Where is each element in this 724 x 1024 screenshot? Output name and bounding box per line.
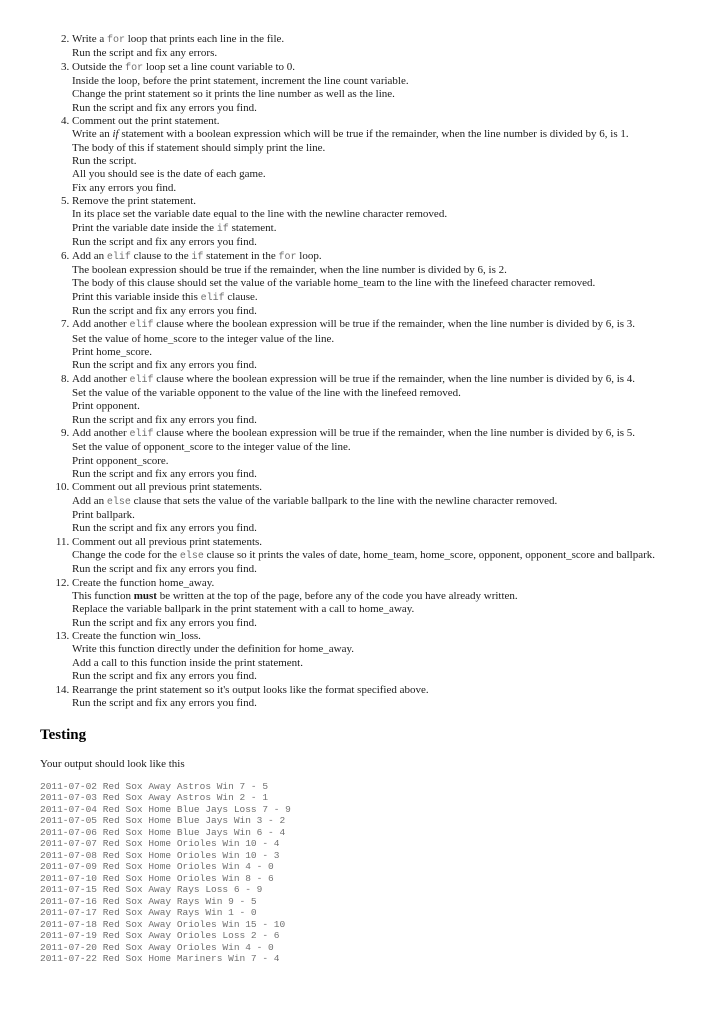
inline-code: elif — [129, 374, 154, 386]
text-run: clause to the — [130, 249, 192, 262]
text-run: Outside the — [72, 60, 126, 73]
text-run: Add an — [72, 249, 107, 262]
text-run: Print this variable inside this — [72, 290, 201, 303]
text-run: clause where the boolean expression will be true if the remainder, when the line number is divided by 6, is 5. — [153, 426, 636, 439]
text-run: Run the script and fix any errors you find. — [72, 563, 257, 576]
step-line — [72, 427, 708, 441]
text-run: Print opponent. — [72, 400, 140, 413]
text-run: Run the script and fix any errors you find. — [72, 101, 257, 114]
sample-output — [40, 781, 708, 965]
step-line — [72, 61, 708, 75]
output-line: 2011-07-08 Red Sox Home Orioles Win 10 - 3 — [40, 849, 280, 861]
step-line — [72, 318, 708, 332]
step-line — [72, 670, 708, 683]
step-line — [72, 208, 708, 221]
step-line — [72, 400, 708, 413]
output-line: 2011-07-20 Red Sox Away Orioles Win 4 - 0 — [40, 941, 274, 953]
inline-code: elif — [106, 251, 131, 263]
step-line — [72, 33, 708, 47]
step-line — [72, 346, 708, 359]
output-line: 2011-07-15 Red Sox Away Rays Loss 6 - 9 — [40, 884, 263, 896]
output-line: 2011-07-06 Red Sox Home Blue Jays Win 6 - 4 — [40, 826, 286, 838]
step-item — [72, 481, 708, 535]
step-item — [72, 115, 708, 195]
text-run: Write this function directly under the definition for home_away. — [72, 643, 355, 656]
text-run: Comment out all previous print statements. — [72, 481, 263, 494]
text-run: The boolean expression should be true if the remainder, when the line number is divided by 6, is 2. — [72, 263, 507, 276]
step-item — [72, 318, 708, 372]
text-run: Write a — [72, 33, 107, 45]
text-run: Comment out the print statement. — [72, 115, 220, 128]
output-line: 2011-07-04 Red Sox Home Blue Jays Loss 7 - 9 — [40, 803, 291, 815]
text-run: statement. — [228, 221, 277, 234]
step-line — [72, 115, 708, 128]
text-run: Run the script and fix any errors you find. — [72, 522, 257, 535]
step-line — [72, 495, 708, 509]
step-line — [72, 455, 708, 468]
text-run: Rearrange the print statement so it's output looks like the format specified above. — [72, 683, 429, 696]
step-item — [72, 61, 708, 115]
text-run: clause. — [224, 290, 258, 303]
step-item — [72, 33, 708, 61]
step-item — [72, 427, 708, 481]
text-run: Run the script. — [72, 155, 137, 168]
inline-code: else — [179, 551, 204, 563]
text-run: Add another — [72, 372, 130, 385]
text-run: Write an — [72, 128, 113, 141]
output-line: 2011-07-10 Red Sox Home Orioles Win 8 - 6 — [40, 872, 274, 884]
text-run: clause so it prints the vales of date, home_team, home_score, opponent, opponent_score and ballpark. — [203, 549, 656, 562]
text-run: clause that sets the value of the variable ballpark to the line with the newline character removed. — [130, 494, 558, 507]
step-item — [72, 195, 708, 249]
step-item — [72, 684, 708, 711]
step-line — [72, 590, 708, 603]
inline-code: if — [191, 251, 204, 263]
step-line — [72, 643, 708, 656]
step-line — [72, 88, 708, 101]
text-run: Set the value of home_score to the integer value of the line. — [72, 332, 335, 345]
step-line — [72, 563, 708, 576]
inline-code: for — [125, 62, 144, 74]
text-run: Print ballpark. — [72, 509, 135, 522]
step-line — [72, 155, 708, 168]
text-run: Run the script and fix any errors you find. — [72, 413, 257, 426]
step-line — [72, 277, 708, 290]
step-line — [72, 182, 708, 195]
testing-intro: Your output should look like this — [40, 758, 185, 771]
inline-code: elif — [129, 428, 154, 440]
text-run: Create the function win_loss. — [72, 630, 201, 643]
step-line — [72, 387, 708, 400]
step-line — [72, 102, 708, 115]
text-run: Create the function home_away. — [72, 576, 215, 589]
text-run: Add another — [72, 426, 130, 439]
step-line — [72, 549, 708, 563]
step-line — [72, 75, 708, 88]
step-line — [72, 47, 708, 60]
output-line: 2011-07-22 Red Sox Home Mariners Win 7 - 4 — [40, 953, 280, 965]
step-line — [72, 684, 708, 697]
step-line — [72, 250, 708, 264]
step-line — [72, 373, 708, 387]
output-line: 2011-07-05 Red Sox Home Blue Jays Win 3 - 2 — [40, 815, 286, 827]
step-line — [72, 536, 708, 549]
output-line: 2011-07-09 Red Sox Home Orioles Win 4 - 0 — [40, 861, 274, 873]
bold-text: must — [133, 590, 157, 603]
text-run: loop set a line count variable to 0. — [143, 60, 296, 73]
text-run: Run the script and fix any errors you find. — [72, 670, 257, 683]
text-run: statement with a boolean expression which will be true if the remainder, when the line number is divided by 6, is 1. — [118, 128, 629, 141]
inline-code: elif — [200, 292, 225, 304]
inline-code: for — [106, 35, 125, 46]
step-line — [72, 468, 708, 481]
testing-heading: Testing — [40, 727, 87, 744]
inline-code: else — [106, 496, 131, 508]
text-run: clause where the boolean expression will be true if the remainder, when the line number is divided by 6, is 4. — [153, 372, 636, 385]
text-run: loop. — [296, 249, 322, 262]
step-line — [72, 630, 708, 643]
text-run: All you should see is the date of each game. — [72, 168, 266, 181]
output-line: 2011-07-17 Red Sox Away Rays Win 1 - 0 — [40, 907, 257, 919]
text-run: Add a call to this function inside the print statement. — [72, 656, 303, 669]
step-line — [72, 603, 708, 616]
text-run: Print home_score. — [72, 345, 153, 358]
inline-code: elif — [129, 320, 154, 332]
step-line — [72, 128, 708, 141]
step-line — [72, 333, 708, 346]
step-item — [72, 577, 708, 630]
step-line — [72, 236, 708, 249]
step-line — [72, 264, 708, 277]
text-run: The body of this if statement should simply print the line. — [72, 141, 326, 154]
text-run: Replace the variable ballpark in the print statement with a call to home_away. — [72, 603, 415, 616]
text-run: loop that prints each line in the file. — [125, 33, 285, 45]
inline-code: if — [216, 223, 229, 235]
step-line — [72, 142, 708, 155]
text-run: Change the code for the — [72, 549, 180, 562]
text-run: Run the script and fix any errors you find. — [72, 236, 257, 249]
text-run: Remove the print statement. — [72, 195, 197, 208]
italic-text: if — [112, 128, 119, 141]
text-run: Inside the loop, before the print statement, increment the line count variable. — [72, 75, 409, 88]
text-run: Run the script and fix any errors you find. — [72, 696, 257, 709]
step-line — [72, 168, 708, 181]
text-run: clause where the boolean expression will be true if the remainder, when the line number is divided by 6, is 3. — [153, 318, 636, 331]
step-line — [72, 441, 708, 454]
output-line: 2011-07-16 Red Sox Away Rays Win 9 - 5 — [40, 895, 257, 907]
step-line — [72, 414, 708, 427]
text-run: In its place set the variable date equal to the line with the newline character removed. — [72, 208, 448, 221]
step-item — [72, 630, 708, 683]
step-item — [72, 536, 708, 577]
text-run: Set the value of opponent_score to the integer value of the line. — [72, 441, 351, 454]
text-run: Run the script and fix any errors. — [72, 47, 218, 60]
steps-list — [40, 33, 708, 710]
step-line — [72, 657, 708, 670]
step-item — [72, 250, 708, 319]
text-run: Comment out all previous print statements. — [72, 535, 263, 548]
step-line — [72, 577, 708, 590]
step-line — [72, 305, 708, 318]
text-run: Change the print statement so it prints the line number as well as the line. — [72, 88, 395, 101]
text-run: Print opponent_score. — [72, 454, 169, 467]
text-run: be written at the top of the page, before any of the code you have already written. — [156, 590, 518, 603]
step-item — [72, 373, 708, 427]
step-line — [72, 359, 708, 372]
step-line — [72, 291, 708, 305]
output-line: 2011-07-03 Red Sox Away Astros Win 2 - 1 — [40, 792, 269, 804]
inline-code: for — [278, 251, 297, 263]
step-line — [72, 195, 708, 208]
text-run: Set the value of the variable opponent to the value of the line with the linefeed removed. — [72, 386, 461, 399]
text-run: Print the variable date inside the — [72, 221, 217, 234]
step-line — [72, 617, 708, 630]
step-line — [72, 509, 708, 522]
text-run: Run the script and fix any errors you find. — [72, 616, 257, 629]
output-line: 2011-07-07 Red Sox Home Orioles Win 10 - 4 — [40, 838, 280, 850]
output-line: 2011-07-19 Red Sox Away Orioles Loss 2 - 6 — [40, 930, 280, 942]
text-run: Run the script and fix any errors you find. — [72, 304, 257, 317]
step-line — [72, 222, 708, 236]
step-line — [72, 522, 708, 535]
text-run: The body of this clause should set the value of the variable home_team to the line with the linefeed character removed. — [72, 277, 596, 290]
text-run: Run the script and fix any errors you find. — [72, 468, 257, 480]
output-line: 2011-07-18 Red Sox Away Orioles Win 15 - 10 — [40, 918, 286, 930]
text-run: Fix any errors you find. — [72, 181, 177, 194]
text-run: This function — [72, 590, 134, 603]
text-run: Add an — [72, 494, 107, 507]
output-line: 2011-07-02 Red Sox Away Astros Win 7 - 5 — [40, 780, 269, 792]
step-line — [72, 481, 708, 494]
text-run: Run the script and fix any errors you find. — [72, 359, 257, 372]
step-line — [72, 697, 708, 710]
text-run: statement in the — [203, 249, 279, 262]
text-run: Add another — [72, 318, 130, 331]
